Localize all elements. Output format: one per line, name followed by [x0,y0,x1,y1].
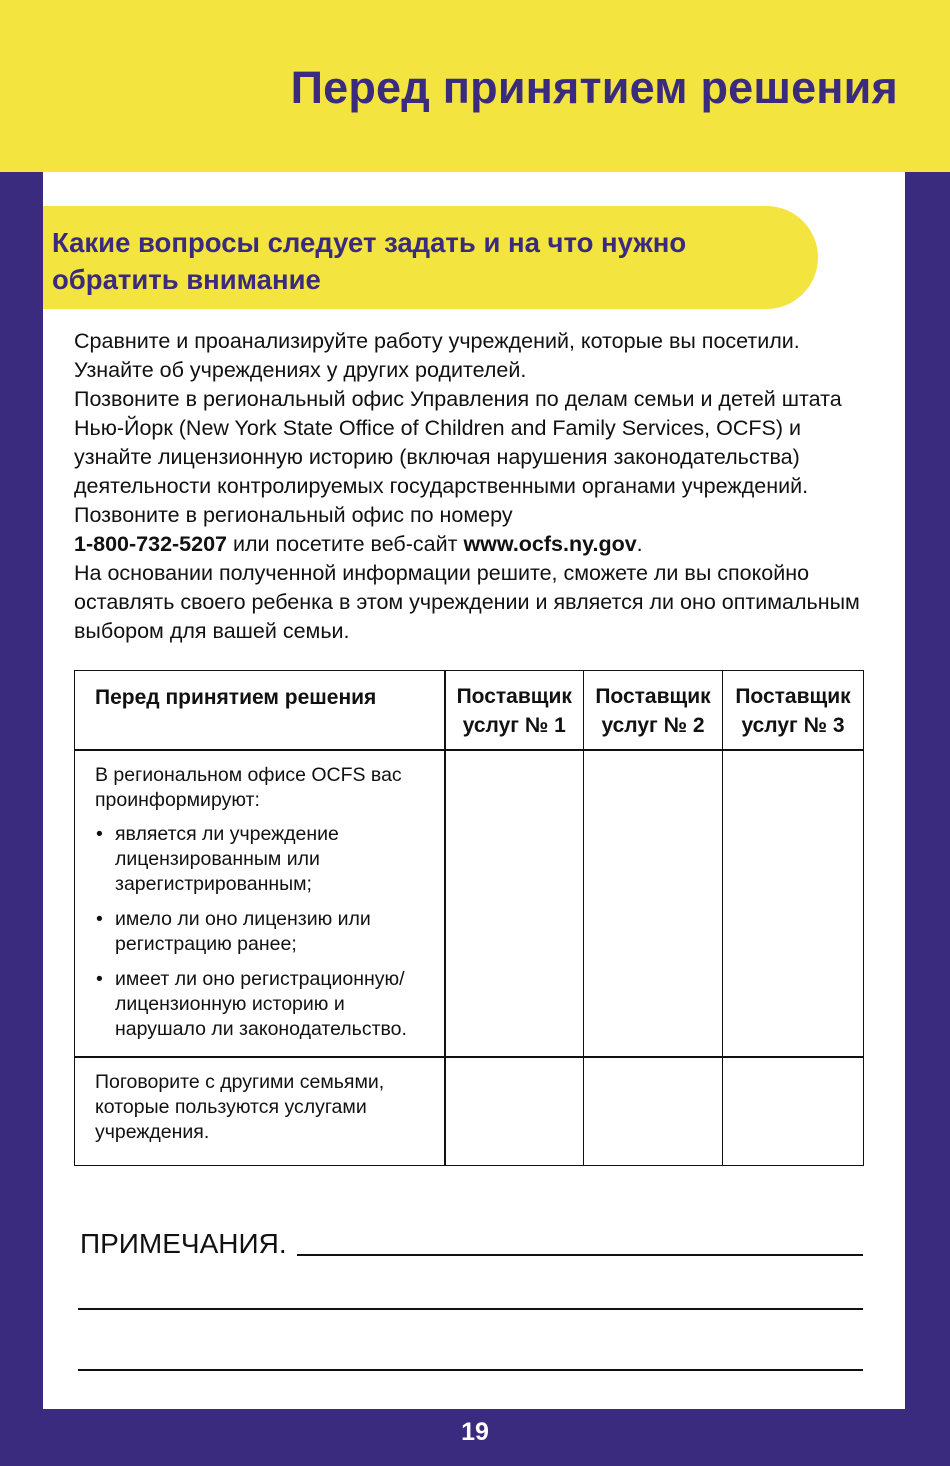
provider-3-column-header: Поставщик услуг № 3 [723,671,864,750]
provider-1-answer-cell[interactable] [445,1057,584,1166]
criteria-bullet: • имело ли оно лицензию или регистрацию ранее; [95,907,434,957]
intro-paragraph-3: На основании полученной информации решите, сможете ли вы спокойно оставлять своего ребенка в этом учреждении и является ли оно оптимальным выбором для вашей семьи. [74,561,860,643]
notes-section [80,1220,863,1260]
intro-paragraph-2 [74,385,874,559]
criteria-intro: В региональном офисе OCFS вас проинформируют: [95,763,402,811]
table-header-row [75,671,864,750]
page-title: Перед принятием решения [290,62,898,113]
criteria-text: Поговорите с другими семьями, которые пользуются услугами учреждения. [95,1070,385,1143]
criteria-bullet-list [95,822,434,1042]
criteria-cell-families [75,1057,445,1166]
section-title-line-1: Какие вопросы следует задать и на что нужно [52,227,687,258]
provider-comparison-table [74,670,864,1166]
criteria-bullet: • имеет ли оно регистрационную/ лицензионную историю и нарушало ли законодательство. [95,967,434,1042]
intro-paragraph-1: Сравните и проанализируйте работу учреждений, которые вы посетили. Узнайте об учреждениях у других родителей. [74,329,800,382]
page-content [43,172,905,1409]
criteria-cell-ocfs [75,750,445,1057]
notes-label: ПРИМЕЧАНИЯ. [80,1228,287,1259]
section-title-line-2: обратить внимание [52,264,321,295]
provider-1-column-header: Поставщик услуг № 1 [445,671,584,750]
criteria-column-header: Перед принятием решения [75,671,445,750]
table-row [75,1057,864,1166]
criteria-bullet: • является ли учреждение лицензированным или зарегистрированным; [95,822,434,897]
table-row [75,750,864,1057]
provider-3-answer-cell[interactable] [723,1057,864,1166]
header-band [0,0,950,172]
provider-2-answer-cell[interactable] [584,750,723,1057]
page-number: 19 [461,1418,489,1446]
section-title [52,224,686,298]
phone-number: 1-800-732-5207 [74,532,228,556]
notes-line-3[interactable] [78,1369,863,1371]
intro-paragraph-2-end: . [636,532,643,556]
provider-1-answer-cell[interactable] [445,750,584,1057]
notes-line-2[interactable] [78,1308,863,1310]
provider-2-answer-cell[interactable] [584,1057,723,1166]
website-link[interactable]: www.ocfs.ny.gov [463,532,637,556]
intro-paragraph-2-mid: или посетите веб-сайт [233,532,458,556]
notes-line-1[interactable] [297,1254,863,1256]
provider-3-answer-cell[interactable] [723,750,864,1057]
section-heading-tab [43,206,818,309]
intro-text [74,327,874,646]
provider-2-column-header: Поставщик услуг № 2 [584,671,723,750]
notes-first-row [80,1220,863,1260]
intro-paragraph-2-start: Позвоните в региональный офис Управления по делам семьи и детей штата Нью-Йорк (New York State Office of Children and Family Services, OCFS) и узнайте лицензионную историю (включая нарушения законодательства) деятельности контролируемых государственными органами учреждений. Позвоните в региональный офис по номеру [74,387,842,527]
